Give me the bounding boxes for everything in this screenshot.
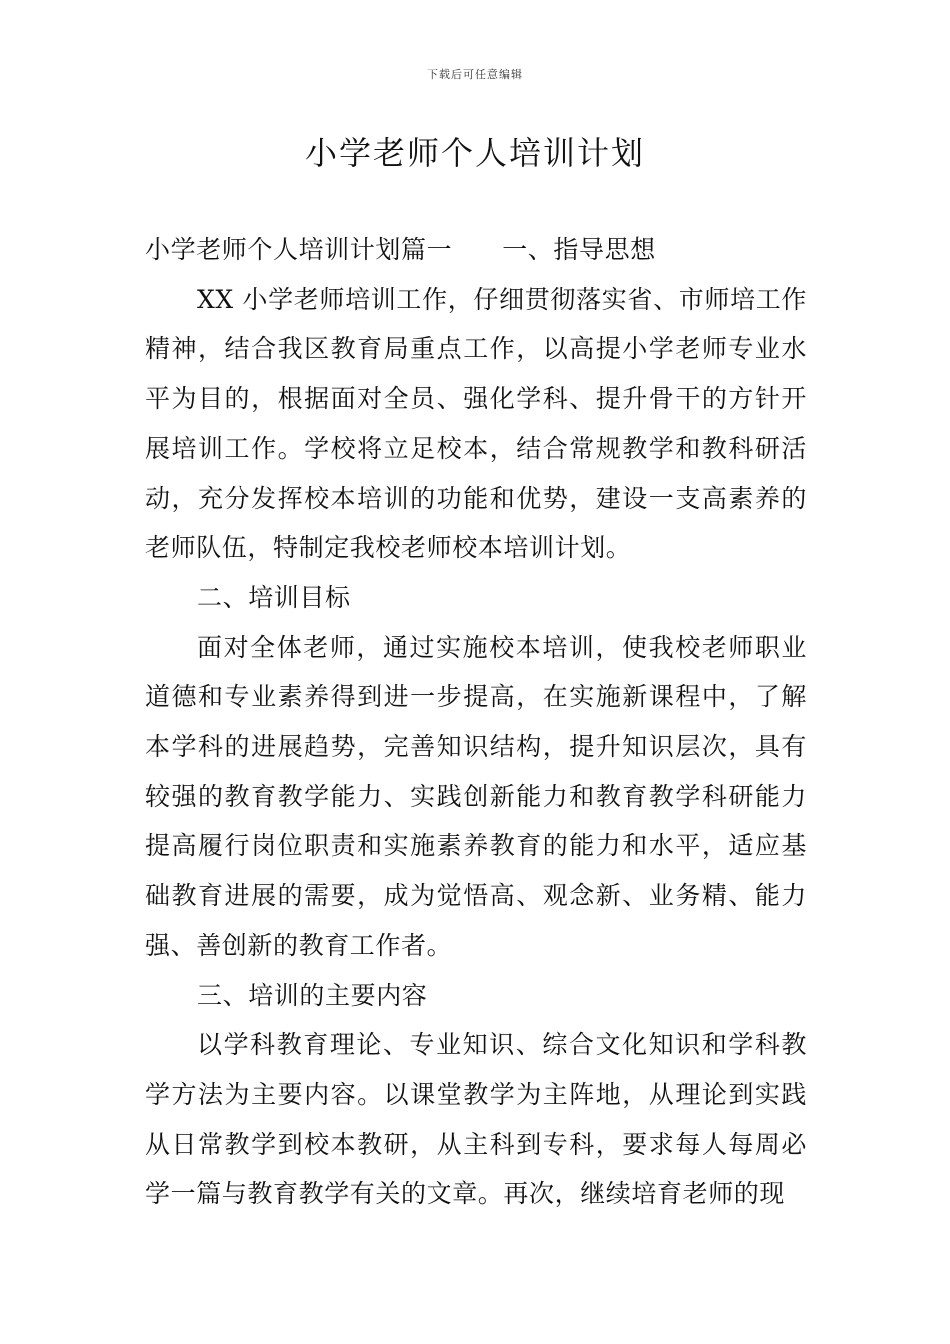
intro-line — [145, 225, 807, 275]
document-title: 小学老师个人培训计划 — [304, 134, 645, 172]
section-heading-2: 二、培训目标 — [197, 582, 351, 612]
paragraph-guiding-thought: XX 小学老师培训工作，仔细贯彻落实省、市师培工作精神，结合我区教育局重点工作，以高提小学老师专业水平为目的，根据面对全员、强化学科、提升骨干的方针开展培训工作。学校将立足校本，结合常规教学和教科研活动，充分发挥校本培训的功能和优势，建设一支高素养的老师队伍，特制定我校老师校本培训计划。 — [145, 284, 807, 563]
document-body — [145, 225, 807, 1219]
section-heading-1: 一、指导思想 — [502, 235, 656, 264]
paragraph-training-content: 以学科教育理论、专业知识、综合文化知识和学科教学方法为主要内容。以课堂教学为主阵地，从理论到实践从日常教学到校本教研，从主科到专科，要求每人每周必学一篇与教育教学有关的文章。再次，继续培育老师的现 — [145, 1030, 807, 1209]
section-heading-3: 三、培训的主要内容 — [197, 980, 428, 1010]
part-label: 小学老师个人培训计划篇一 — [145, 235, 453, 264]
paragraph-training-goals: 面对全体老师，通过实施校本培训，使我校老师职业道德和专业素养得到进一步提高，在实施新课程中，了解本学科的进展趋势，完善知识结构，提升知识层次，具有较强的教育教学能力、实践创新能力和教育教学科研能力提高履行岗位职责和实施素养教育的能力和水平，适应基础教育进展的需要，成为觉悟高、观念新、业务精、能力强、善创新的教育工作者。 — [145, 632, 807, 960]
header-note: 下载后可任意编辑 — [427, 68, 523, 81]
